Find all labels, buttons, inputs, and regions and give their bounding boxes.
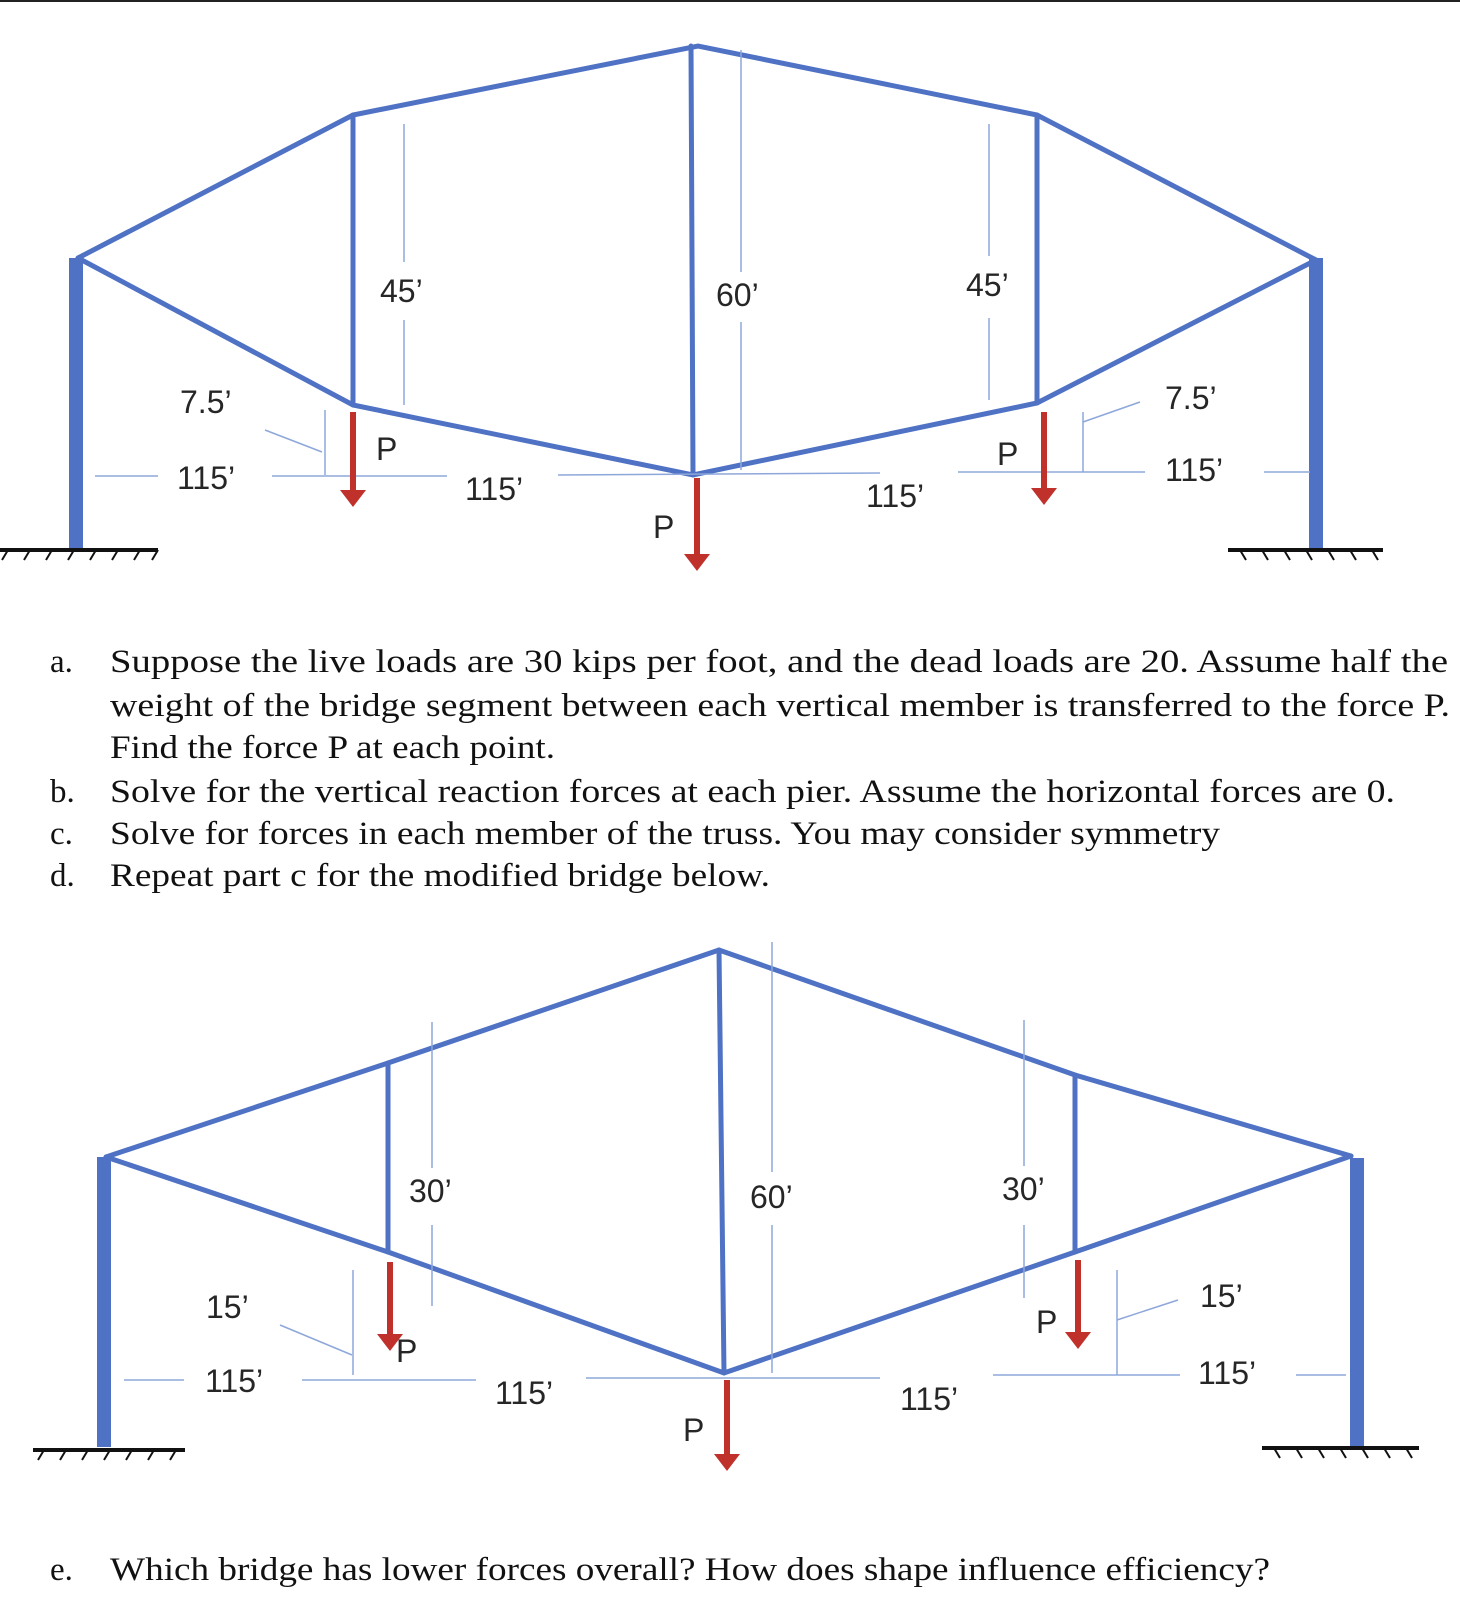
dim-height-left: 30’ xyxy=(409,1173,452,1209)
dim-line xyxy=(558,473,880,475)
question-c-marker: c. xyxy=(50,816,73,852)
bottom-chord xyxy=(78,258,1316,475)
question-list xyxy=(50,644,1450,894)
question-b-marker: b. xyxy=(50,774,75,810)
dim-left-span: 115’ xyxy=(205,1363,264,1399)
dim-right-rise: 15’ xyxy=(1200,1278,1243,1314)
question-d-text: Repeat part c for the modified bridge below. xyxy=(110,858,770,894)
question-a-line-2: weight of the bridge segment between each vertical member is transferred to the force P. xyxy=(110,688,1450,724)
dim-line xyxy=(1083,402,1140,422)
bridge-diagram-2 xyxy=(33,942,1419,1471)
dim-right-span: 115’ xyxy=(1198,1355,1257,1391)
question-b-text: Solve for the vertical reaction forces at each pier. Assume the horizontal forces are 0. xyxy=(110,774,1395,810)
left-ground-support xyxy=(0,550,158,560)
dim-left-rise: 15’ xyxy=(206,1289,249,1325)
dim-line xyxy=(280,1325,352,1355)
vertical-member-center xyxy=(691,46,693,475)
load-label-center: P xyxy=(653,509,675,545)
question-a-marker: a. xyxy=(50,644,73,680)
load-label-left: P xyxy=(396,1333,418,1369)
left-ground-support xyxy=(33,1450,185,1460)
dim-height-right: 45’ xyxy=(966,267,1009,303)
dim-left-rise: 7.5’ xyxy=(180,384,232,420)
load-label-right: P xyxy=(997,436,1019,472)
dim-span-2: 115’ xyxy=(465,471,524,507)
dim-right-span: 115’ xyxy=(1165,452,1224,488)
question-e-marker: e. xyxy=(50,1552,73,1588)
load-arrow-left xyxy=(340,412,366,507)
dim-height-center: 60’ xyxy=(716,277,759,313)
right-ground-support xyxy=(1262,1448,1419,1458)
vertical-member-center xyxy=(719,950,724,1373)
dim-height-center: 60’ xyxy=(750,1179,793,1215)
load-label-right: P xyxy=(1036,1304,1058,1340)
load-label-center: P xyxy=(683,1412,705,1448)
load-label-left: P xyxy=(376,431,398,467)
dim-span-2: 115’ xyxy=(495,1375,554,1411)
load-arrow-right xyxy=(1031,412,1057,505)
question-e-text: Which bridge has lower forces overall? How does shape influence efficiency? xyxy=(110,1552,1270,1588)
question-c-text: Solve for forces in each member of the truss. You may consider symmetry xyxy=(110,816,1221,852)
load-arrow-center xyxy=(684,478,710,571)
load-arrow-right xyxy=(1065,1260,1091,1349)
dim-line xyxy=(1117,1300,1178,1320)
top-chord xyxy=(78,46,1316,260)
dim-span-3: 115’ xyxy=(900,1381,959,1417)
dim-height-left: 45’ xyxy=(380,273,423,309)
dim-height-right: 30’ xyxy=(1002,1171,1045,1207)
top-chord xyxy=(106,950,1351,1157)
bottom-chord xyxy=(106,1156,1351,1373)
dim-span-3: 115’ xyxy=(866,478,925,514)
right-ground-support xyxy=(1228,550,1383,560)
dim-line xyxy=(265,430,322,452)
question-a-line-3: Find the force P at each point. xyxy=(110,730,555,766)
question-a-line-1: Suppose the live loads are 30 kips per foot, and the dead loads are 20. Assume half the xyxy=(110,644,1448,680)
load-arrow-center xyxy=(714,1380,740,1471)
question-d-marker: d. xyxy=(50,858,75,894)
dim-left-span: 115’ xyxy=(177,460,236,496)
bridge-diagram-1 xyxy=(0,46,1383,571)
dim-right-rise: 7.5’ xyxy=(1165,380,1217,416)
